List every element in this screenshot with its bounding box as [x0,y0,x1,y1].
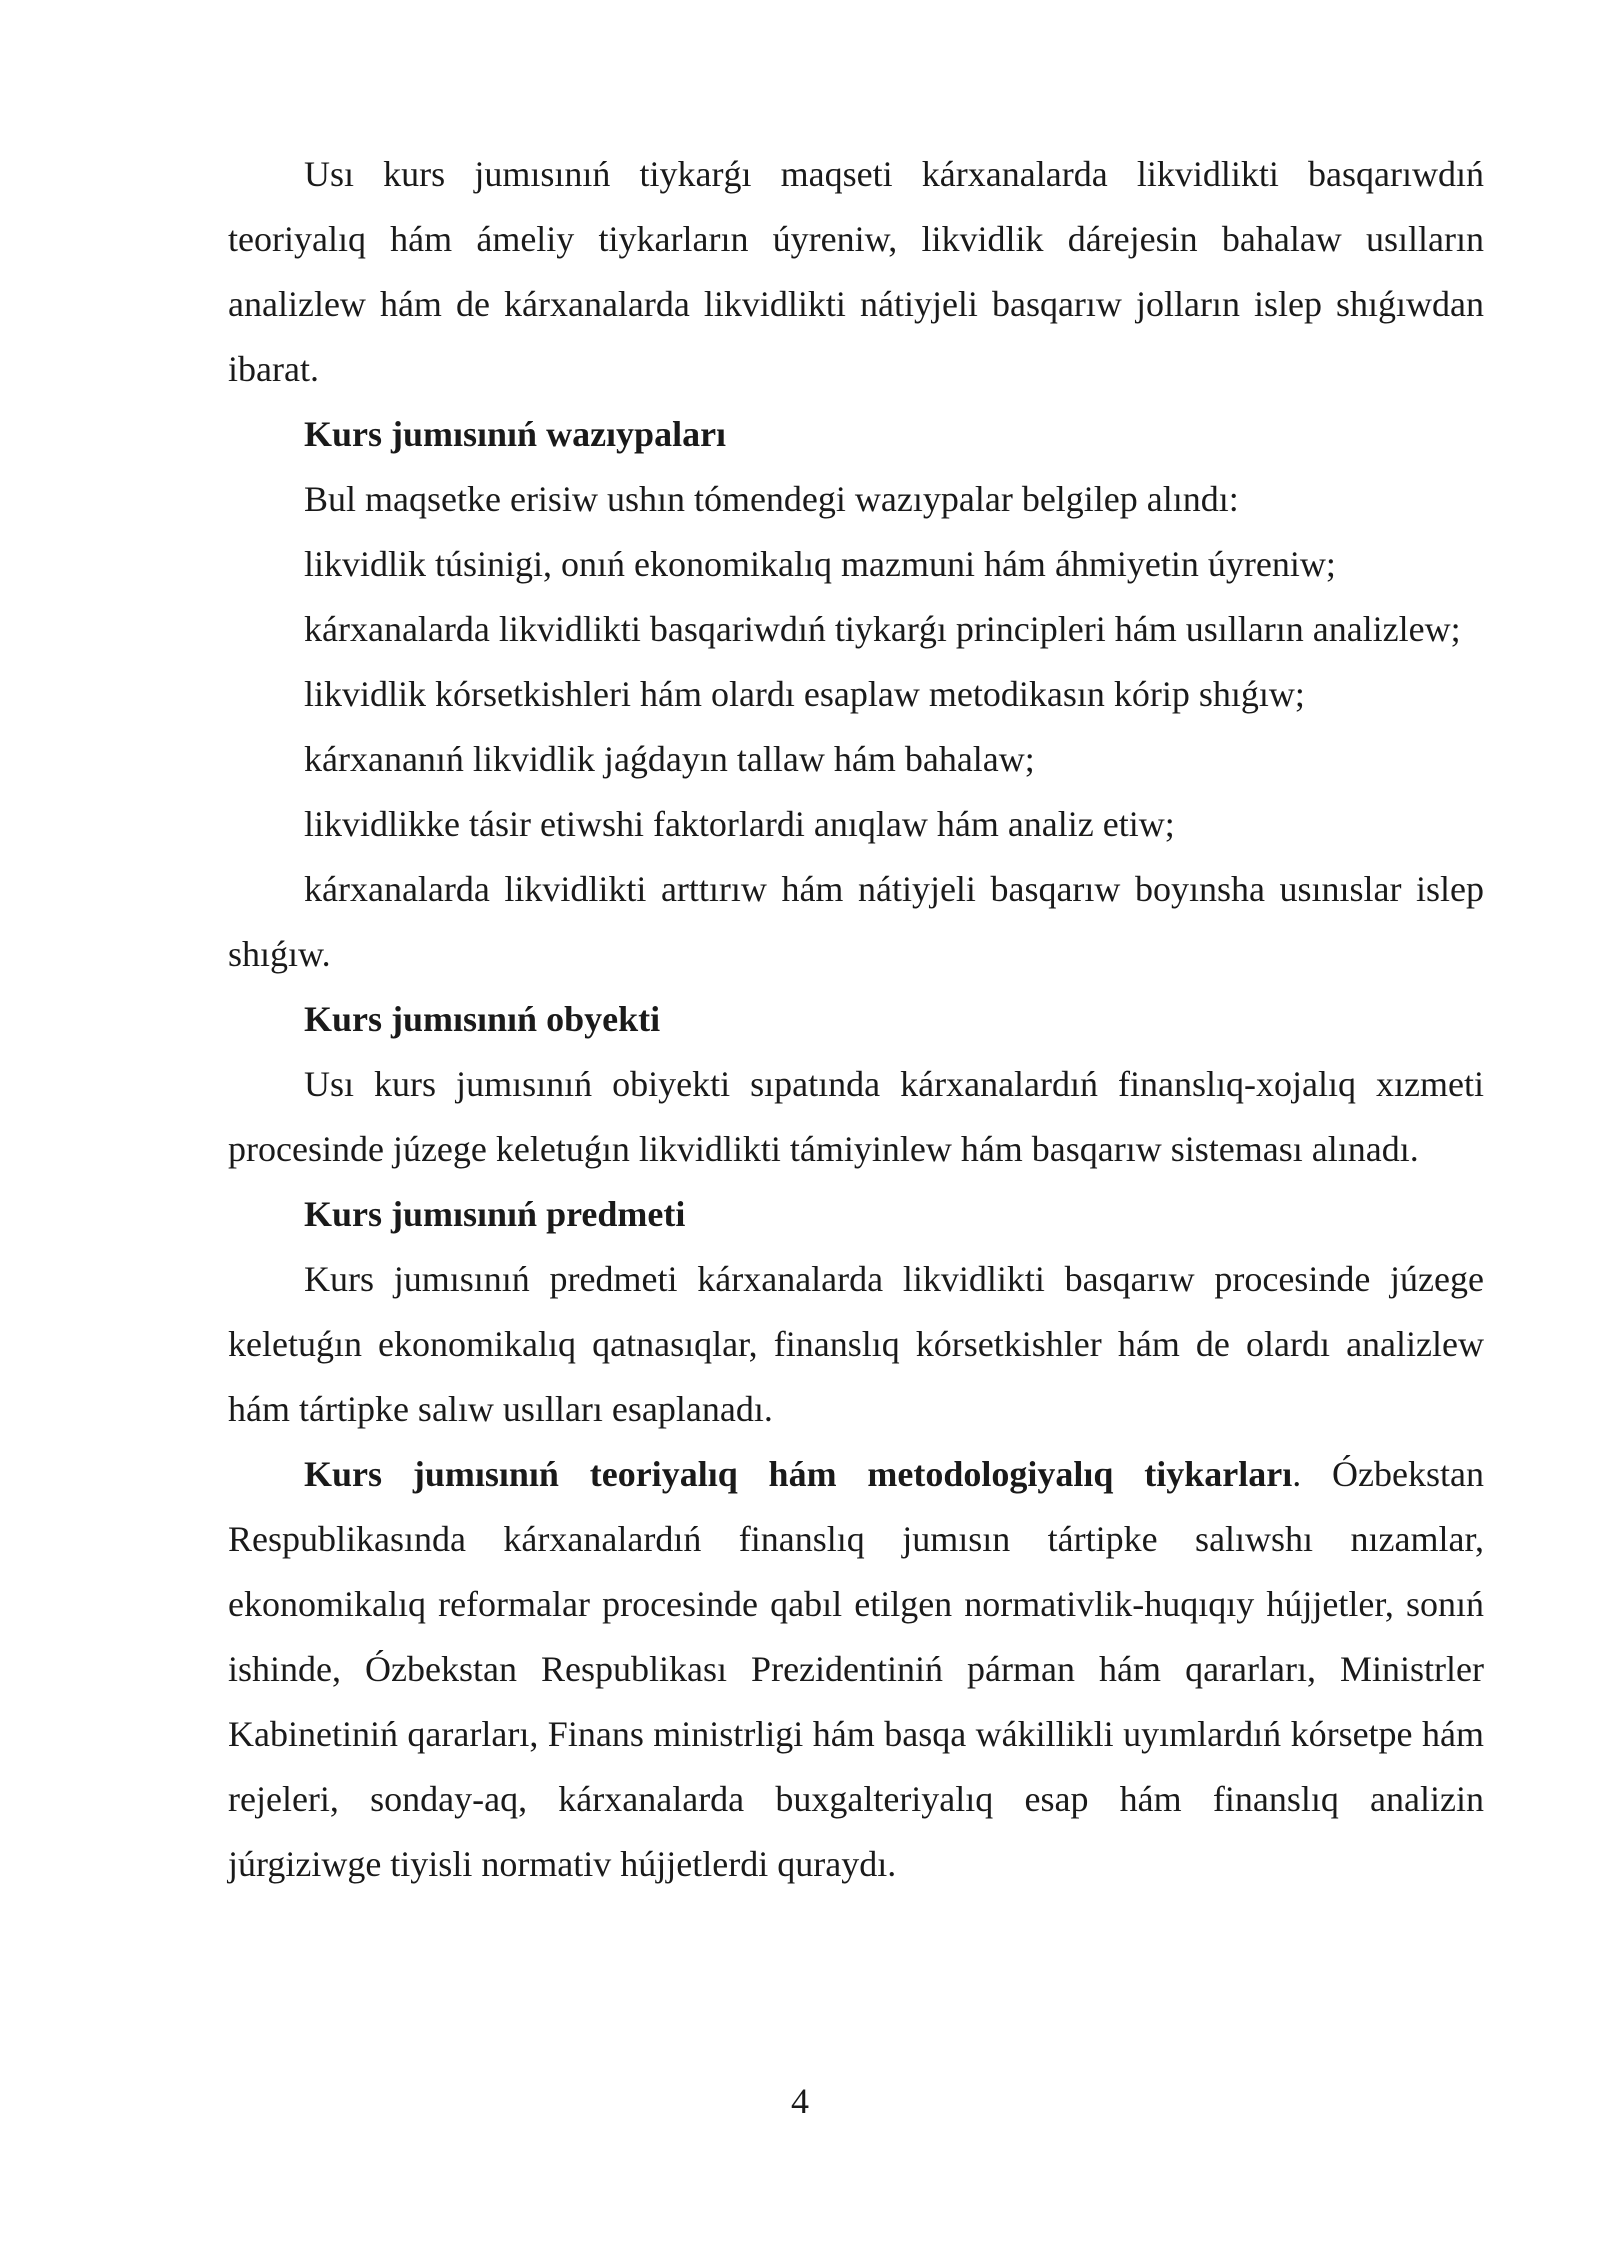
paragraph-purpose: Usı kurs jumısınıń tiykarǵı maqseti kárxanalarda likvidlikti basqarıwdıń teoriyalıq hám ámeliy tiykarların úyreniw, likvidlik dárejesin bahalaw usılların analizlew hám de kárxanalarda likvidlikti nátiyjeli basqarıw jolların islep shıǵıwdan ibarat. [228,154,1484,389]
list-item-task-6: kárxanalarda likvidlikti arttırıw hám nátiyjeli basqarıw boyınsha usınıslar islep shıǵıw. [228,869,1484,974]
paragraph-object: Usı kurs jumısınıń obiyekti sıpatında kárxanalardıń finanslıq-xojalıq xızmeti procesinde júzege keletuǵın likvidlikti támiyinlew hám basqarıw sisteması alınadı. [228,1064,1484,1169]
page-body [228,142,1484,1897]
list-item-task-3: likvidlik kórsetkishleri hám olardı esaplaw metodikasın kórip shıǵıw; [304,674,1305,714]
paragraph-subject: Kurs jumısınıń predmeti kárxanalarda likvidlikti basqarıw procesinde júzege keletuǵın ekonomikalıq qatnasıqlar, finanslıq kórsetkishler hám de olardı analizlew hám tártipke salıw usılları esaplanadı. [228,1259,1484,1429]
page-number: 4 [791,2081,809,2121]
list-item-task-1: likvidlik túsinigi, onıń ekonomikalıq mazmuni hám áhmiyetin úyreniw; [304,544,1336,584]
paragraph-foundations-lead: Kurs jumısınıń teoriyalıq hám metodologiyalıq tiykarları [304,1454,1293,1494]
paragraph-tasks-intro: Bul maqsetke erisiw ushın tómendegi wazıypalar belgilep alındı: [304,479,1239,519]
list-item-task-5: likvidlikke tásir etiwshi faktorlardi anıqlaw hám analiz etiw; [304,804,1175,844]
heading-tasks: Kurs jumısınıń wazıypaları [304,414,727,454]
heading-object: Kurs jumısınıń obyekti [304,999,661,1039]
heading-subject: Kurs jumısınıń predmeti [304,1194,686,1234]
paragraph-foundations-text: . Ózbekstan Respublikasında kárxanalardıń finanslıq jumısın tártipke salıwshı nızamlar, ekonomikalıq reformalar procesinde qabıl etilgen normativlik-huqıqıy hújjetler, sonıń ishinde, Ózbekstan Respublikası Prezidentiniń párman hám qararları, Ministrler Kabinetiniń qararları, Finans ministrligi hám basqa wákillikli uyımlardıń kórsetpe hám rejeleri, sonday-aq, kárxanalarda buxgalteriyalıq esap hám finanslıq analizin júrgiziwge tiyisli normativ hújjetlerdi quraydı. [228,1454,1484,1884]
paragraph-foundations [228,1442,1484,1897]
list-item-task-4: kárxananıń likvidlik jaǵdayın tallaw hám bahalaw; [304,739,1035,779]
list-item-task-2: kárxanalarda likvidlikti basqariwdıń tiykarǵı principleri hám usılların analizlew; [304,609,1461,649]
